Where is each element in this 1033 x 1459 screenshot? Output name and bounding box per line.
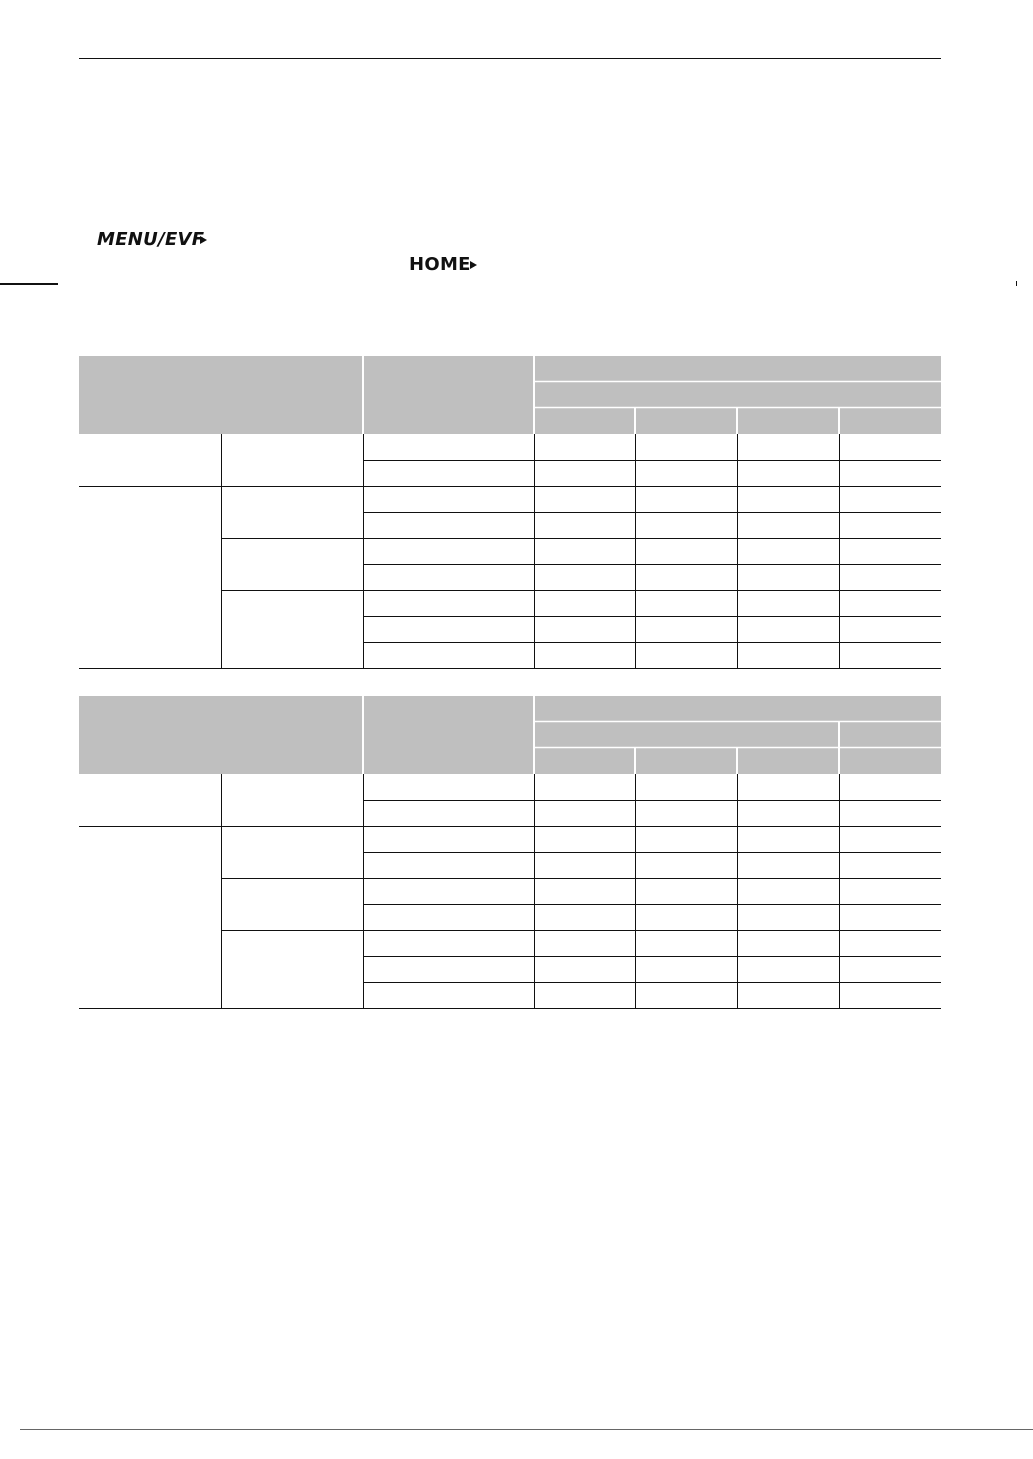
- header-cell-col-3: [738, 748, 838, 774]
- header-cell-setting: [79, 696, 362, 774]
- home-key: HOME: [409, 254, 471, 275]
- header-cell-col-2: [636, 748, 736, 774]
- header-cell-col-4: [840, 748, 941, 774]
- header-cell-span-mid-left: [535, 722, 838, 747]
- footer-rule: [20, 1429, 1033, 1430]
- header-cell-col-1: [535, 748, 634, 774]
- header-cell-span-mid-right: [840, 722, 941, 747]
- header-cell-option: [364, 696, 533, 774]
- menu-evf-key: MENU/EVF: [97, 229, 205, 250]
- header-cell-span-top: [535, 696, 941, 721]
